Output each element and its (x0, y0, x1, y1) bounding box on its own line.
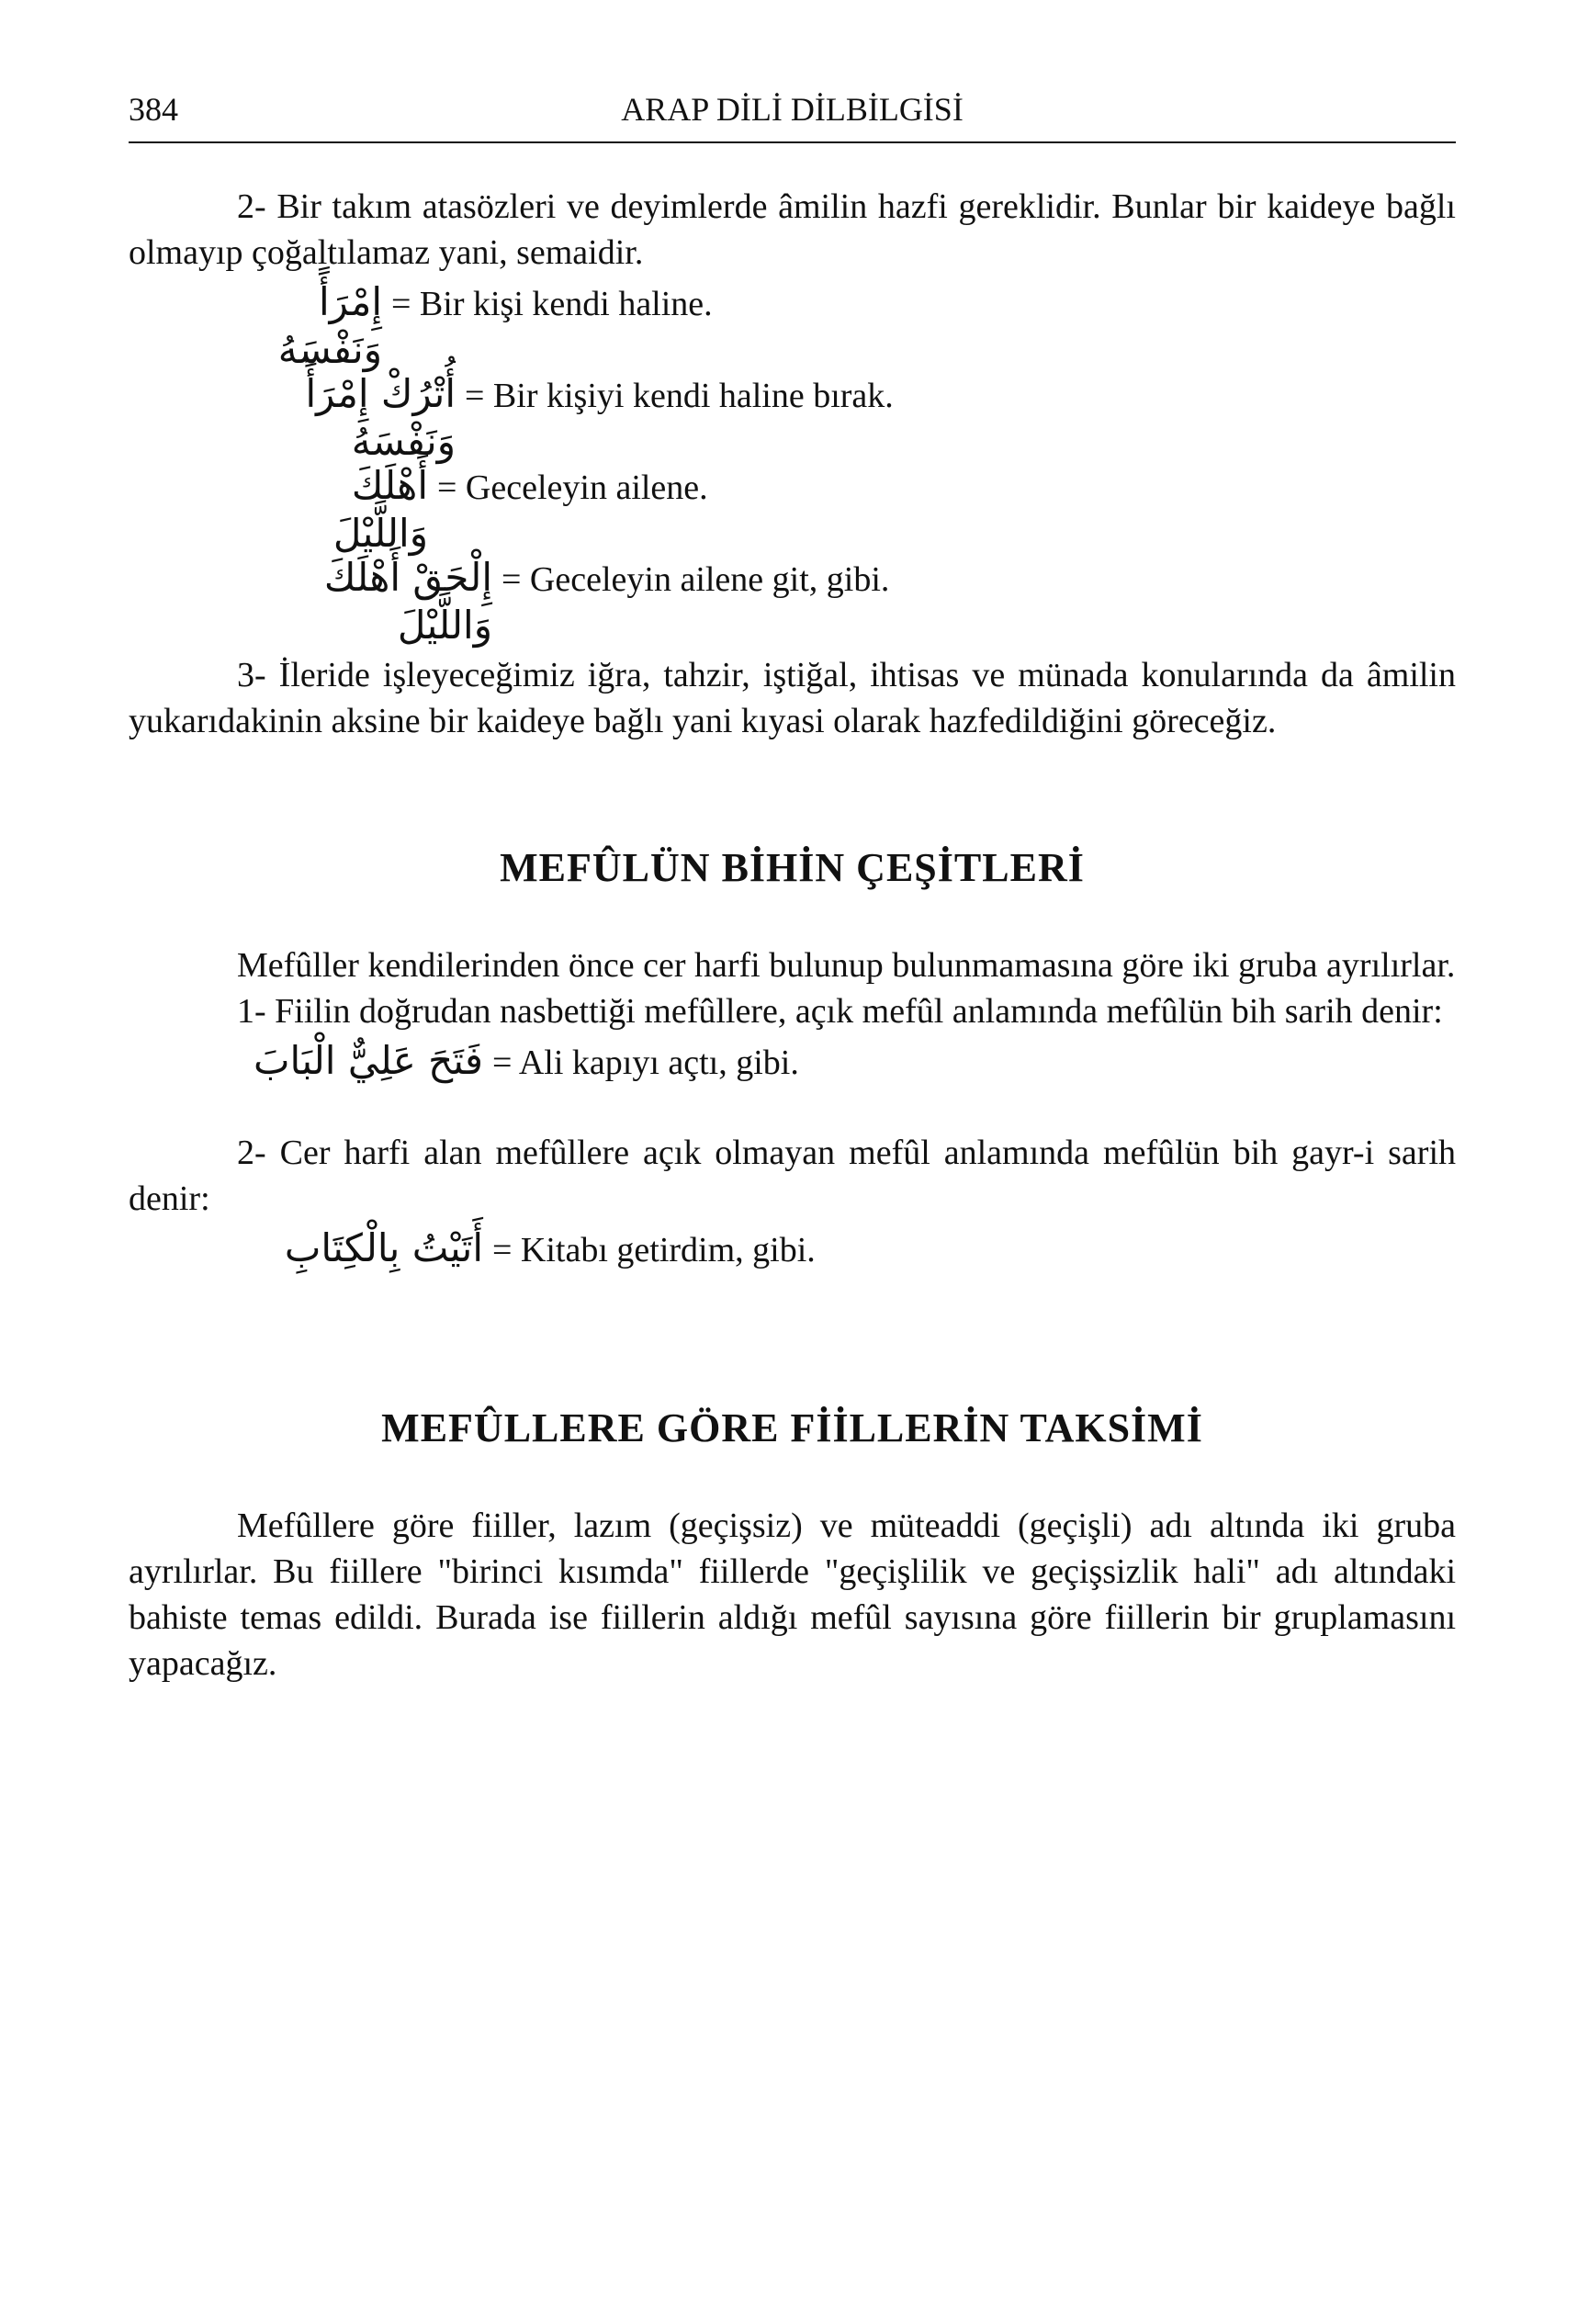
arabic-example: أَهْلَكَ وَاللَّيْلَ (332, 463, 428, 556)
page-number: 384 (129, 91, 178, 128)
section-title: MEFÛLLERE GÖRE FİİLLERİN TAKSİMİ (381, 1405, 1203, 1450)
example-line (254, 371, 1456, 463)
running-header (129, 90, 1456, 143)
example-list-a (254, 279, 1456, 647)
list-item-2: 2- Cer harfi alan mefûllere açık olmayan mefûl anlamında mefûlün bih gayr-i sarih denir: (129, 1134, 1456, 1218)
section-body: Mefûllere göre fiiller, lazım (geçişsiz) ve müteaddi (geçişli) adı altında iki gruba ayrılırlar. Bu fiillere "birinci kısımda" fiillerde "geçişlilik ve geçişsizlik hali" adı altındaki bahiste temas edildi. Burada ise fiillerin aldığı mefûl sayısına göre fiillerin bir gruplamasını yapacağız. (129, 1506, 1456, 1683)
page-content (129, 184, 1456, 1687)
section-intro: Mefûller kendilerinden önce cer harfi bulunup bulunmamasına göre iki gruba ayrılırlar. (237, 946, 1456, 985)
example-gloss: = Kitabı getirdim, gibi. (492, 1231, 816, 1269)
arabic-example: فَتَحَ عَلِيٌّ الْبَابَ (254, 1038, 484, 1083)
example-block-1 (254, 1038, 1456, 1130)
example-line (254, 279, 1456, 371)
list-item-1: 1- Fiilin doğrudan nasbettiği mefûllere, açık mefûl anlamında mefûlün bih sarih denir: (237, 992, 1443, 1031)
example-gloss: = Geceleyin ailene git, gibi. (501, 560, 890, 599)
example-gloss: = Ali kapıyı açtı, gibi. (492, 1044, 799, 1082)
paragraph-2: 2- Bir takım atasözleri ve deyimlerde âmilin hazfi gereklidir. Bunlar bir kaideye bağlı olmayıp çoğaltılamaz yani, semaidir. (129, 187, 1456, 272)
arabic-example: إِلْحَقْ أَهْلَكَ وَاللَّيْلَ (323, 555, 492, 648)
section-title: MEFÛLÜN BİHİN ÇEŞİTLERİ (500, 845, 1085, 890)
example-gloss: = Bir kişiyi kendi haline bırak. (465, 377, 894, 415)
example-line (254, 1038, 1456, 1130)
example-line (254, 1225, 1456, 1317)
running-title: ARAP DİLİ DİLBİLGİSİ (621, 91, 964, 128)
example-gloss: = Geceleyin ailene. (437, 468, 708, 507)
arabic-example: أُتْرُكْ إِمْرَأً وَنَفْسَهُ (305, 371, 456, 464)
example-line (254, 555, 1456, 647)
paragraph-3: 3- İleride işleyeceğimiz iğra, tahzir, iştiğal, ihtisas ve münada konularında da âmilin yukarıdakinin aksine bir kaideye bağlı yani kıyasi olarak hazfedildiğini göreceğiz. (129, 656, 1456, 740)
example-gloss: = Bir kişi kendi haline. (391, 285, 713, 323)
example-block-2 (254, 1225, 1456, 1317)
arabic-example: أَتَيْتُ بِالْكِتَابِ (284, 1225, 483, 1270)
example-line (254, 463, 1456, 555)
arabic-example: إِمْرَأً وَنَفْسَهُ (277, 279, 382, 372)
